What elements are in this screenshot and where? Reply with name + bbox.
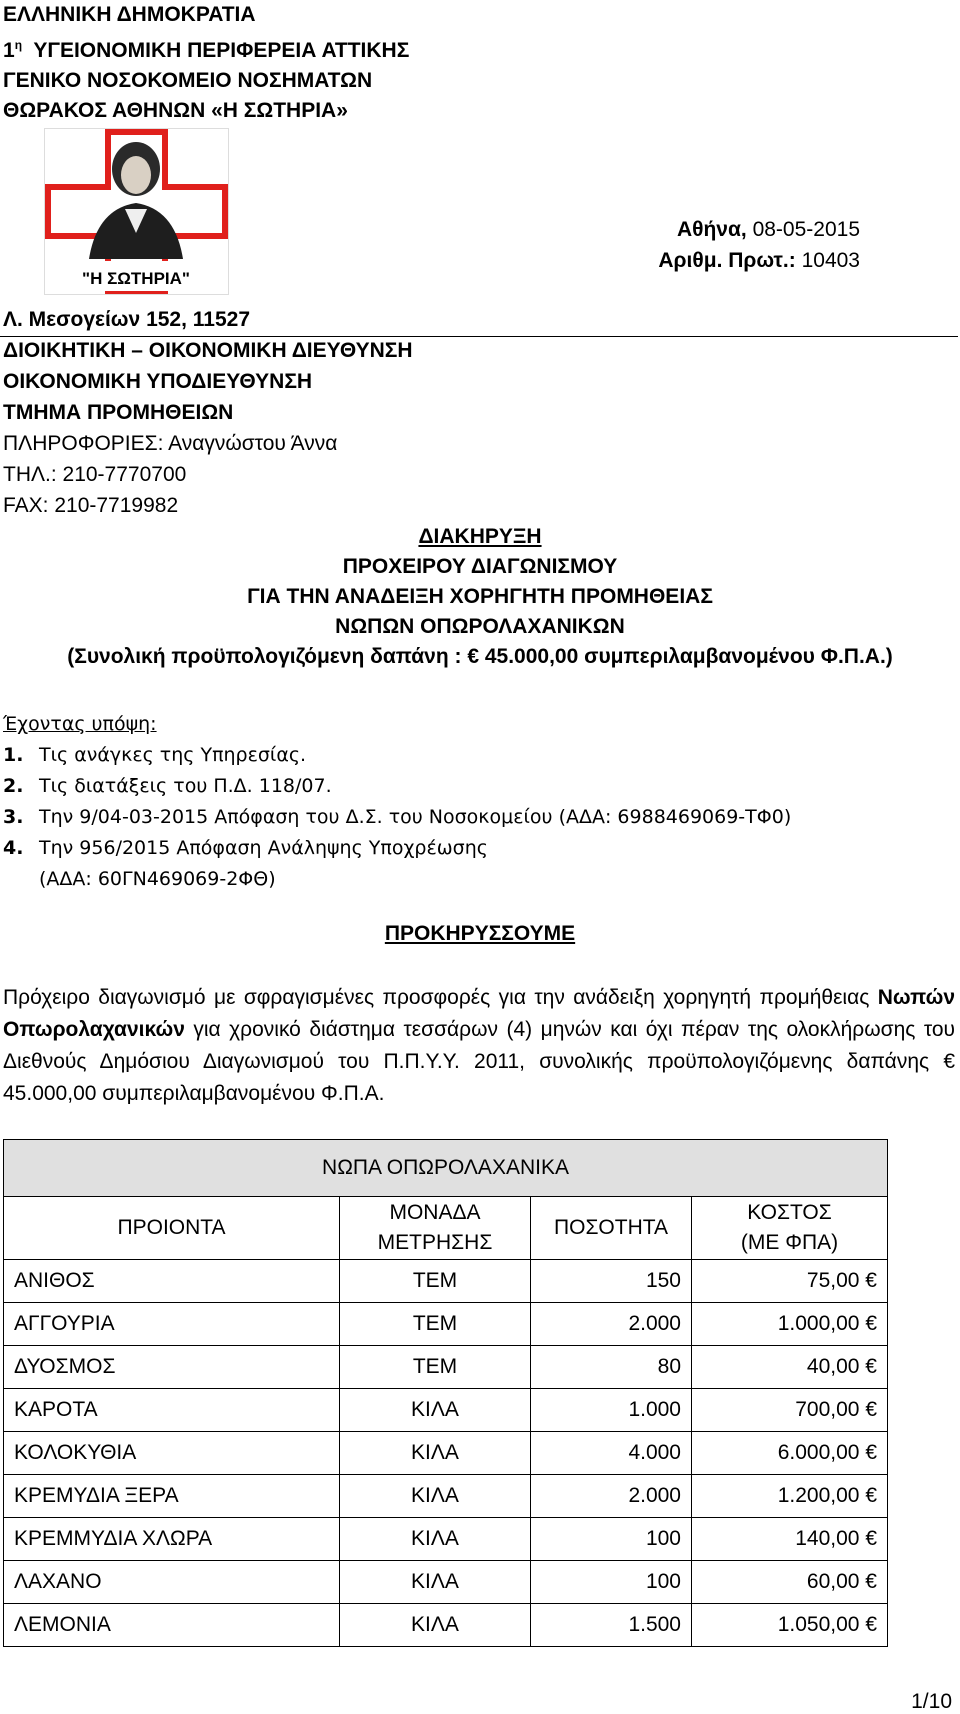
- logo-caption: "Η ΣΩΤΗΡΙΑ": [82, 269, 190, 288]
- list-item: 4. Την 956/2015 Απόφαση Ανάληψης Υποχρέωσης: [3, 837, 488, 859]
- header-line-2-sup: η: [14, 38, 23, 52]
- list-item: 2. Τις διατάξεις του Π.Δ. 118/07.: [3, 775, 332, 797]
- col-header-qty: ΠΟΣΟΤΗΤΑ: [531, 1197, 692, 1260]
- table-caption: ΝΩΠΑ ΟΠΩΡΟΛΑΧΑΝΙΚΑ: [4, 1140, 888, 1197]
- list-item: 3. Την 9/04-03-2015 Απόφαση του Δ.Σ. του Νοσοκομείου (ΑΔΑ: 6988469069-ΤΦ0): [3, 806, 792, 828]
- table-row: ΚΟΛΟΚΥΘΙΑ ΚΙΛΑ 4.000 6.000,00 €: [4, 1432, 888, 1475]
- header-line-2-text: ΥΓΕΙΟΝΟΜΙΚΗ ΠΕΡΙΦΕΡΕΙΑ ΑΤΤΙΚΗΣ: [33, 39, 410, 62]
- list-item: 1. Τις ανάγκες της Υπηρεσίας.: [3, 744, 307, 766]
- table-row: ΔΥΟΣΜΟΣ ΤΕΜ 80 40,00 €: [4, 1346, 888, 1389]
- list-item-continuation: (ΑΔΑ: 60ΓΝ469069-2ΦΘ): [39, 868, 276, 890]
- page-number: 1/10: [911, 1690, 952, 1713]
- document-title: [0, 522, 960, 672]
- header-block: [3, 0, 409, 126]
- table-row: ΚΡΕΜΜΥΔΙΑ ΧΛΩΡΑ ΚΙΛΑ 100 140,00 €: [4, 1518, 888, 1561]
- table-header-row: [4, 1197, 888, 1260]
- col-header-cost: ΚΟΣΤΟΣ (ΜΕ ΦΠΑ): [692, 1197, 888, 1260]
- section: ΤΜΗΜΑ ΠΡΟΜΗΘΕΙΩΝ: [3, 401, 234, 424]
- header-line-3: ΓΕΝΙΚΟ ΝΟΣΟΚΟΜΕΙΟ ΝΟΣΗΜΑΤΩΝ: [3, 69, 373, 92]
- header-line-2-num: 1: [3, 39, 15, 62]
- place-label: Αθήνα,: [676, 218, 747, 241]
- tender-subject: Νωπών Οπωρολαχανικών: [3, 986, 955, 1041]
- table-row: ΑΝΙΘΟΣ ΤΕΜ 150 75,00 €: [4, 1260, 888, 1303]
- title-line-1: ΔΙΑΚΗΡΥΞΗ: [418, 525, 542, 548]
- header-line-1: ΕΛΛΗΝΙΚΗ ΔΗΜΟΚΡΑΤΙΑ: [3, 3, 256, 26]
- header-line-4: ΘΩΡΑΚΟΣ ΑΘΗΝΩΝ «Η ΣΩΤΗΡΙΑ»: [3, 99, 348, 122]
- table-row: ΛΑΧΑΝΟ ΚΙΛΑ 100 60,00 €: [4, 1561, 888, 1604]
- tender-paragraph: Πρόχειρο διαγωνισμό με σφραγισμένες προσφορές για την ανάδειξη χορηγητή προμήθειας Νωπών Οπωρολαχανικών για χρονικό διάστημα τεσσάρων (4) μηνών και όχι πέραν της ολοκλήρωσης του Διεθνούς Δημόσιου Διαγωνισμού του Π.Π.Υ.Υ. 2011, συνολικής προϋπολογιζόμενης δαπάνης € 45.000,00 συμπεριλαμβανομένου Φ.Π.Α.: [3, 986, 955, 1105]
- fax: FAX: 210-7719982: [3, 494, 179, 517]
- basis-heading: Έχοντας υπόψη:: [3, 713, 157, 735]
- date-block: [658, 214, 860, 276]
- header-line-2: [3, 30, 409, 66]
- table-row: ΛΕΜΟΝΙΑ ΚΙΛΑ 1.500 1.050,00 €: [4, 1604, 888, 1647]
- table-row: ΚΑΡΟΤΑ ΚΙΛΑ 1.000 700,00 €: [4, 1389, 888, 1432]
- title-line-5: (Συνολική προϋπολογιζόμενη δαπάνη : € 45.000,00 συμπεριλαμβανομένου Φ.Π.Α.): [67, 645, 893, 668]
- protocol-line: [658, 245, 860, 276]
- header-divider: [0, 336, 958, 337]
- date-line: [658, 214, 860, 245]
- document-date: 08-05-2015: [752, 218, 860, 241]
- col-header-unit: ΜΟΝΑΔΑ ΜΕΤΡΗΣΗΣ: [340, 1197, 531, 1260]
- telephone: ΤΗΛ.: 210-7770700: [3, 463, 187, 486]
- address: Λ. Μεσογείων 152, 11527: [3, 308, 251, 331]
- title-line-2: ΠΡΟΧΕΙΡΟΥ ΔΙΑΓΩΝΙΣΜΟΥ: [342, 555, 618, 578]
- info-contact: ΠΛΗΡΟΦΟΡΙΕΣ: Αναγνώστου Άννα: [3, 432, 338, 455]
- protocol-number: 10403: [801, 249, 860, 272]
- proclamation-heading: ΠΡΟΚΗΡΥΣΣΟΥΜΕ: [384, 922, 576, 945]
- basis-list: [3, 709, 791, 895]
- hospital-logo: [44, 128, 229, 295]
- title-line-3: ΓΙΑ ΤΗΝ ΑΝΑΔΕΙΞΗ ΧΟΡΗΓΗΤΗ ΠΡΟΜΗΘΕΙΑΣ: [247, 585, 713, 608]
- table-row: ΑΓΓΟΥΡΙΑ ΤΕΜ 2.000 1.000,00 €: [4, 1303, 888, 1346]
- title-line-4: ΝΩΠΩΝ ΟΠΩΡΟΛΑΧΑΝΙΚΩΝ: [335, 615, 625, 638]
- subdirectorate: ΟΙΚΟΝΟΜΙΚΗ ΥΠΟΔΙΕΥΘΥΝΣΗ: [3, 370, 313, 393]
- red-cross-icon: [45, 129, 228, 294]
- protocol-label: Αριθμ. Πρωτ.:: [658, 249, 796, 272]
- table-row: ΚΡΕΜΥΔΙΑ ΞΕΡΑ ΚΙΛΑ 2.000 1.200,00 €: [4, 1475, 888, 1518]
- directorate: ΔΙΟΙΚΗΤΙΚΗ – ΟΙΚΟΝΟΜΙΚΗ ΔΙΕΥΘΥΝΣΗ: [3, 339, 413, 362]
- col-header-product: ΠΡΟΙΟΝΤΑ: [4, 1197, 340, 1260]
- products-table: [3, 1139, 888, 1647]
